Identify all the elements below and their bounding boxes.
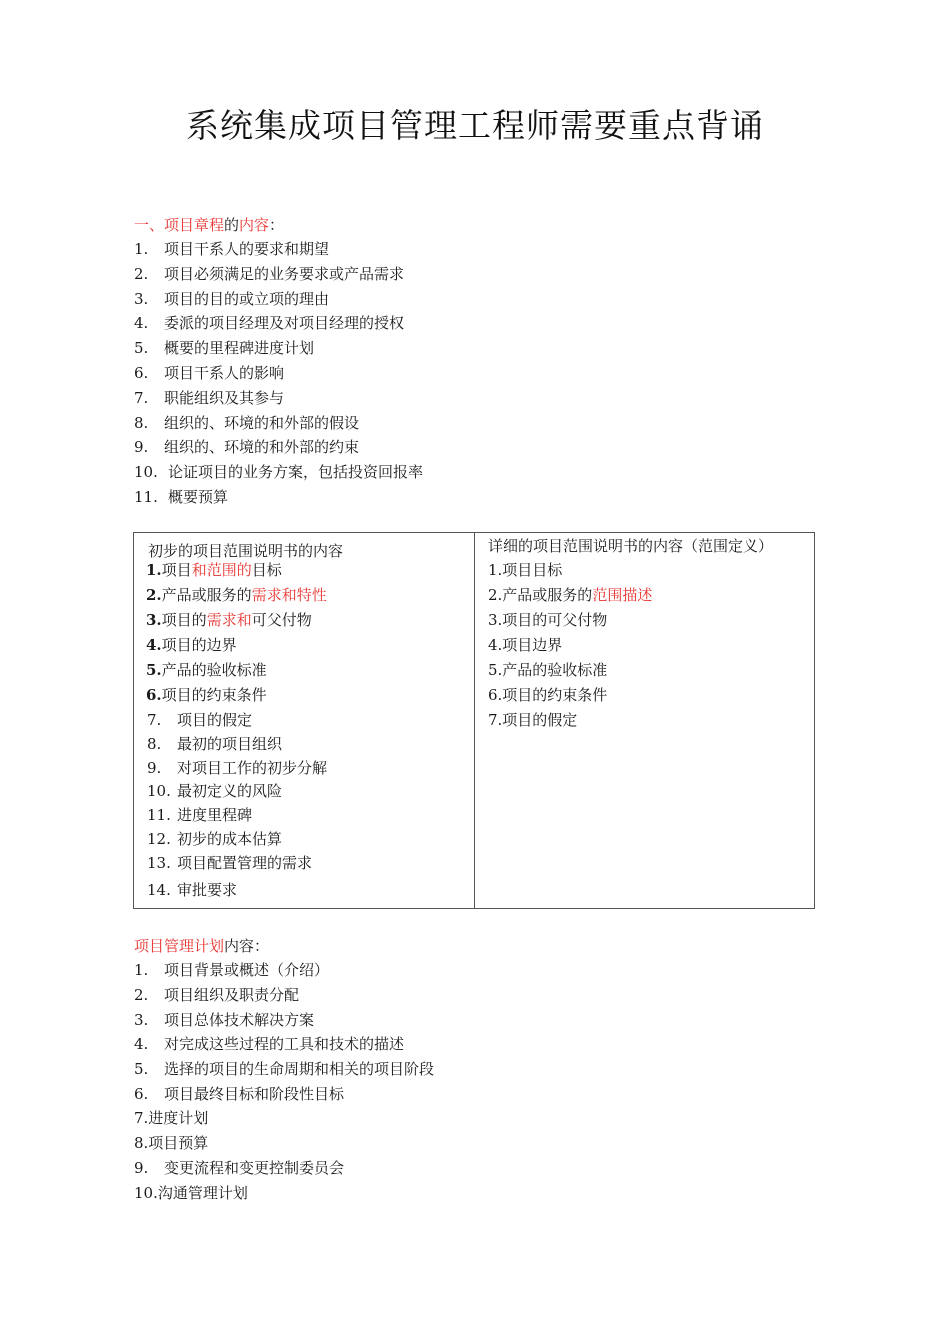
heading-red-part: 一、项目章程 xyxy=(134,216,225,234)
preliminary-item-2: 2.产品或服务的需求和特性 xyxy=(146,586,327,604)
preliminary-scope-header: 初步的项目范围说明书的内容 xyxy=(148,542,344,560)
preliminary-item: 11. 进度里程碑 xyxy=(147,806,253,824)
heading-mid: 的 xyxy=(224,216,240,234)
plan-item: 4. 对完成这些过程的工具和技术的描述 xyxy=(134,1035,405,1054)
plan-item-10: 10.沟通管理计划 xyxy=(134,1184,248,1202)
heading-suffix: ： xyxy=(269,216,285,234)
charter-item: 10. 论证项目的业务方案，包括投资回报率 xyxy=(134,463,424,482)
section1-heading xyxy=(134,215,284,235)
detailed-item-1: 1.项目目标 xyxy=(488,561,563,579)
preliminary-item: 12. 初步的成本估算 xyxy=(147,830,283,848)
detailed-item-6: 6.项目的约束条件 xyxy=(488,686,608,704)
preliminary-item: 7. 项目的假定 xyxy=(147,711,253,729)
charter-item: 6. 项目干系人的影响 xyxy=(134,364,285,382)
section2-heading xyxy=(134,936,269,956)
preliminary-scope-column xyxy=(134,533,475,909)
charter-item: 3. 项目的目的或立项的理由 xyxy=(134,289,330,308)
plan-item: 2. 项目组织及职责分配 xyxy=(134,985,300,1004)
detailed-scope-header: 详细的项目范围说明书的内容（范围定义） xyxy=(488,537,774,555)
charter-item: 4. 委派的项目经理及对项目经理的授权 xyxy=(134,314,405,333)
plan-item-9: 9. 变更流程和变更控制委员会 xyxy=(134,1159,345,1177)
preliminary-item: 8. 最初的项目组织 xyxy=(147,735,283,753)
charter-item: 8. 组织的、环境的和外部的假设 xyxy=(134,413,360,432)
preliminary-item-6: 6.项目的约束条件 xyxy=(146,686,267,704)
heading-red-part: 项目管理计划 xyxy=(134,937,225,955)
heading-suffix: 内容： xyxy=(224,937,270,955)
charter-item: 5. 概要的里程碑进度计划 xyxy=(134,339,315,358)
charter-item: 2. 项目必须满足的业务要求或产品需求 xyxy=(134,264,405,283)
document-title: 系统集成项目管理工程师需要重点背诵 xyxy=(186,106,764,145)
heading-red-part-2: 内容 xyxy=(239,216,270,234)
preliminary-item: 13. 项目配置管理的需求 xyxy=(147,854,313,872)
scope-statement-table xyxy=(133,532,815,909)
detailed-item-4: 4.项目边界 xyxy=(488,636,563,654)
detailed-scope-column xyxy=(475,533,815,909)
preliminary-item-1: 1.项目和范围的目标 xyxy=(146,561,282,579)
detailed-item-7: 7.项目的假定 xyxy=(488,711,578,729)
preliminary-item: 14. 审批要求 xyxy=(147,881,238,899)
charter-item: 9. 组织的、环境的和外部的约束 xyxy=(134,438,360,457)
detailed-item-3: 3.项目的可父付物 xyxy=(488,611,608,629)
plan-item-7: 7.进度计划 xyxy=(134,1109,209,1127)
preliminary-item-5: 5.产品的验收标准 xyxy=(146,661,267,679)
charter-item: 7. 职能组织及其参与 xyxy=(134,388,285,407)
preliminary-item: 9. 对项目工作的初步分解 xyxy=(147,759,328,777)
charter-item: 1. 项目干系人的要求和期望 xyxy=(134,240,330,258)
preliminary-item-3: 3.项目的需求和可父付物 xyxy=(146,611,312,629)
detailed-item-2: 2.产品或服务的范围描述 xyxy=(488,586,653,604)
plan-item: 3. 项目总体技术解决方案 xyxy=(134,1010,315,1029)
plan-item: 5. 选择的项目的生命周期和相关的项目阶段 xyxy=(134,1060,435,1079)
plan-item: 6. 项目最终目标和阶段性目标 xyxy=(134,1085,345,1103)
preliminary-item: 10. 最初定义的风险 xyxy=(147,782,283,800)
detailed-item-5: 5.产品的验收标准 xyxy=(488,661,608,679)
charter-item: 11. 概要预算 xyxy=(134,488,229,506)
plan-item-8: 8.项目预算 xyxy=(134,1134,209,1152)
plan-item: 1. 项目背景或概述（介绍） xyxy=(134,961,330,979)
preliminary-item-4: 4.项目的边界 xyxy=(146,636,237,654)
